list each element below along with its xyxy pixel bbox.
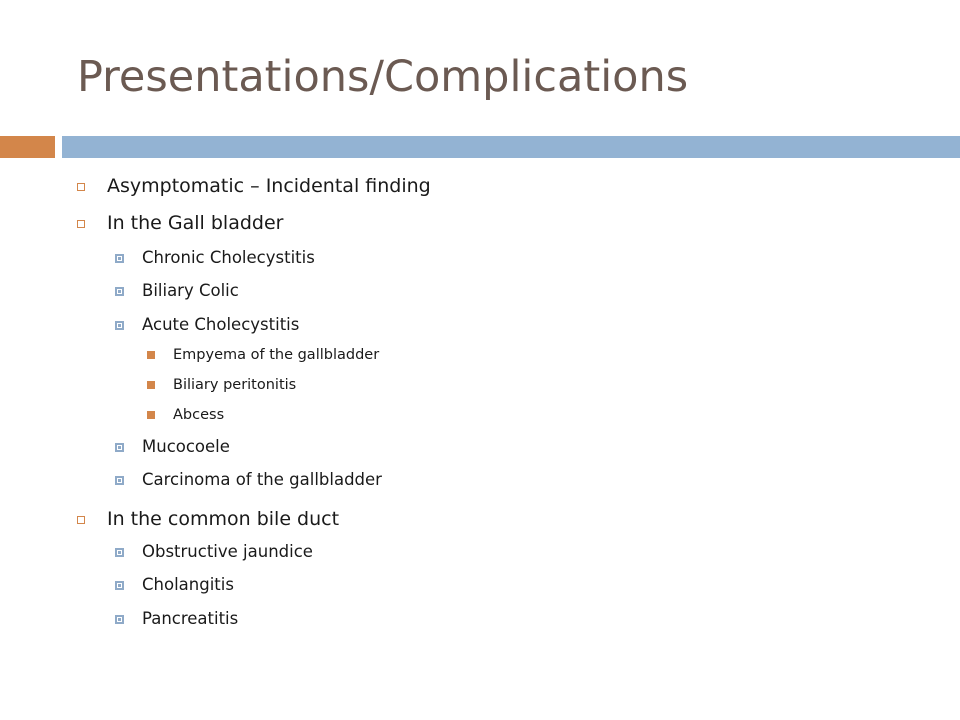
list-item-label: Chronic Cholecystitis: [142, 248, 315, 267]
square-bullet-icon: [115, 615, 124, 624]
hollow-square-bullet-icon: [77, 220, 85, 228]
list-item-asymptomatic: [77, 177, 431, 196]
list-item-label: Pancreatitis: [142, 609, 239, 628]
list-item-label: Abcess: [173, 407, 225, 423]
list-item-label: Biliary Colic: [142, 281, 239, 300]
list-item-label: Obstructive jaundice: [142, 542, 313, 561]
list-item-empyema: [147, 348, 379, 363]
list-item-common-bile-duct: [77, 510, 339, 529]
filled-square-bullet-icon: [147, 351, 155, 359]
list-item-acute-cholecystitis: [115, 317, 299, 334]
hollow-square-bullet-icon: [77, 516, 85, 524]
list-item-label: Biliary peritonitis: [173, 377, 297, 393]
list-item-carcinoma: [115, 472, 382, 489]
list-item-chronic-cholecystitis: [115, 250, 315, 267]
list-item-label: Carcinoma of the gallbladder: [142, 470, 382, 489]
square-bullet-icon: [115, 581, 124, 590]
list-item-label: Empyema of the gallbladder: [173, 347, 380, 363]
list-item-biliary-colic: [115, 283, 239, 300]
square-bullet-icon: [115, 287, 124, 296]
square-bullet-icon: [115, 548, 124, 557]
list-item-pancreatitis: [115, 611, 238, 628]
list-item-label: In the common bile duct: [107, 508, 340, 530]
square-bullet-icon: [115, 476, 124, 485]
list-item-label: Asymptomatic – Incidental finding: [107, 175, 431, 197]
square-bullet-icon: [115, 443, 124, 452]
list-item-obstructive-jaundice: [115, 544, 313, 561]
hollow-square-bullet-icon: [77, 183, 85, 191]
slide-title: Presentations/Complications: [77, 52, 689, 102]
list-item-label: Cholangitis: [142, 575, 234, 594]
filled-square-bullet-icon: [147, 411, 155, 419]
list-item-gall-bladder: [77, 214, 283, 233]
square-bullet-icon: [115, 254, 124, 263]
list-item-label: Acute Cholecystitis: [142, 315, 300, 334]
list-item-label: Mucocoele: [142, 437, 230, 456]
filled-square-bullet-icon: [147, 381, 155, 389]
list-item-biliary-peritonitis: [147, 378, 296, 393]
list-item-abcess: [147, 408, 224, 423]
list-item-cholangitis: [115, 577, 234, 594]
list-item-mucocoele: [115, 439, 230, 456]
list-item-label: In the Gall bladder: [107, 212, 284, 234]
square-bullet-icon: [115, 321, 124, 330]
